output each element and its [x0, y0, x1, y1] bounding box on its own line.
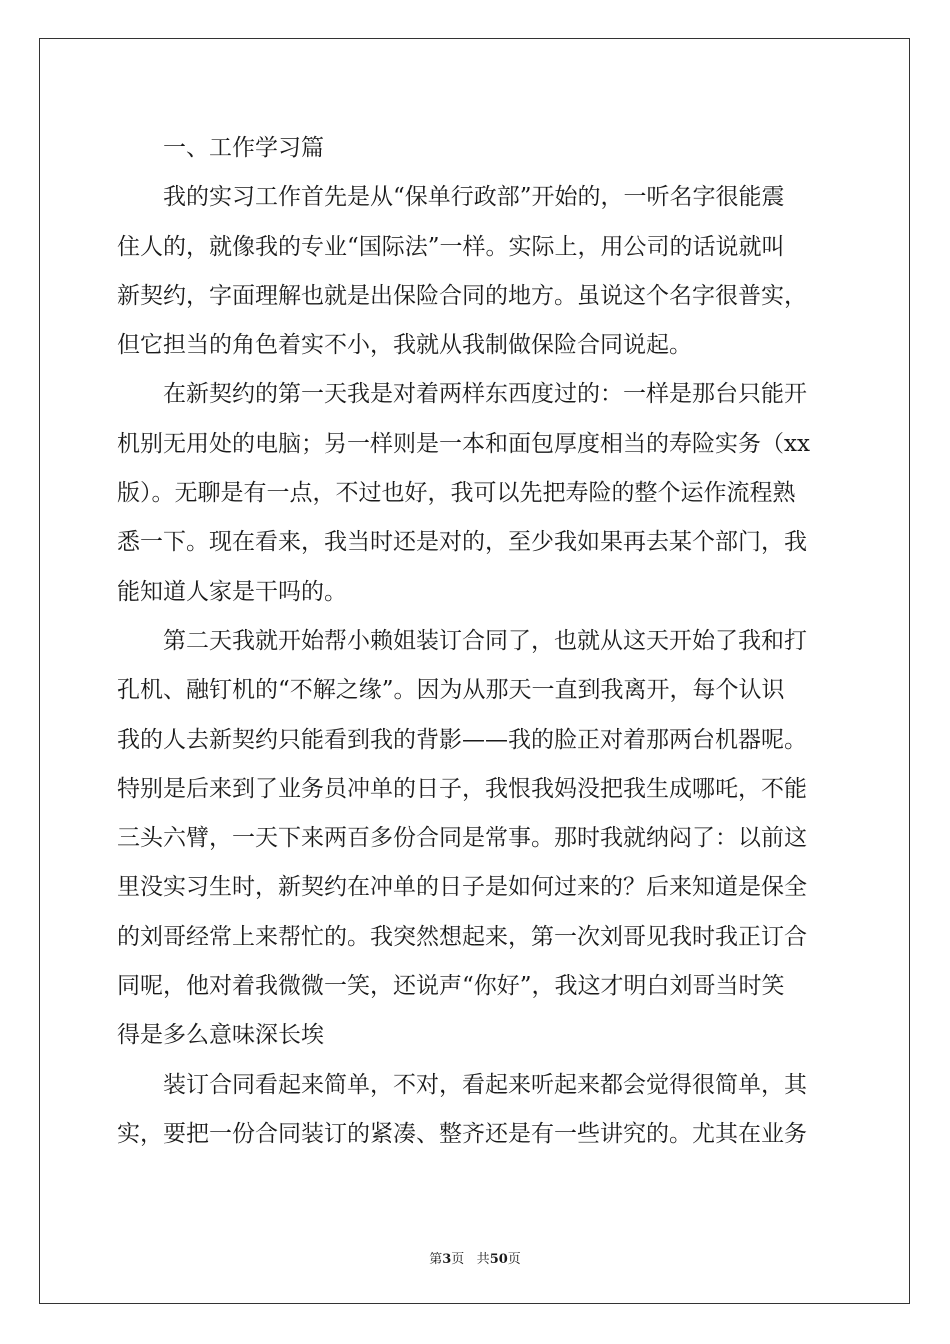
text-line: 但它担当的角色着实不小，我就从我制做保险合同说起。 [117, 332, 692, 359]
text-line: 我的实习工作首先是从“保单行政部”开始的，一听名字很能震 [117, 184, 785, 211]
page-number-prefix: 第 [429, 1252, 443, 1267]
text-line: 我的人去新契约只能看到我的背影——我的脸正对着那两台机器呢。 [117, 726, 807, 753]
text-line: 新契约，字面理解也就是出保险合同的地方。虽说这个名字很普实， [117, 282, 807, 309]
text-line: 的刘哥经常上来帮忙的。我突然想起来，第一次刘哥见我时我正订合 [117, 923, 807, 950]
total-pages-suffix: 页 [507, 1252, 521, 1267]
text-line: 版）。无聊是有一点，不过也好，我可以先把寿险的整个运作流程熟 [117, 480, 796, 507]
text-line: 一、工作学习篇 [117, 135, 324, 161]
text-line: 住人的，就像我的专业“国际法”一样。实际上，用公司的话说就叫 [117, 233, 785, 260]
text-line: 第二天我就开始帮小赖姐装订合同了，也就从这天开始了我和打 [117, 627, 807, 654]
document-body [117, 124, 837, 1159]
text-line: 悉一下。现在看来，我当时还是对的，至少我如果再去某个部门，我 [117, 529, 807, 556]
text-line: 装订合同看起来简单，不对，看起来听起来都会觉得很简单，其 [117, 1071, 807, 1098]
total-pages: 50 [489, 1252, 508, 1267]
page-footer [0, 1248, 950, 1267]
text-line: 里没实习生时，新契约在冲单的日子是如何过来的？后来知道是保全 [117, 874, 807, 901]
text-line: 同呢，他对着我微微一笑，还说声“你好”，我这才明白刘哥当时笑 [117, 973, 785, 1000]
text-line: 能知道人家是干吗的。 [117, 578, 347, 605]
page-number-suffix: 页 [451, 1252, 465, 1267]
total-pages-prefix: 共 [476, 1252, 490, 1267]
text-line: 得是多么意味深长埃 [117, 1022, 324, 1049]
text-line: 孔机、融钉机的“不解之缘”。因为从那天一直到我离开，每个认识 [117, 677, 785, 704]
text-line: 特别是后来到了业务员冲单的日子，我恨我妈没把我生成哪吒，不能 [117, 775, 807, 802]
text-line: 三头六臂，一天下来两百多份合同是常事。那时我就纳闷了：以前这 [117, 825, 807, 852]
page-number: 3 [442, 1252, 452, 1267]
text-line: 实，要把一份合同装订的紧凑、整齐还是有一些讲究的。尤其在业务 [117, 1120, 807, 1147]
text-line: 在新契约的第一天我是对着两样东西度过的：一样是那台只能开 [117, 381, 807, 408]
text-line: 机别无用处的电脑；另一样则是一本和面包厚度相当的寿险实务（xx [117, 430, 810, 457]
